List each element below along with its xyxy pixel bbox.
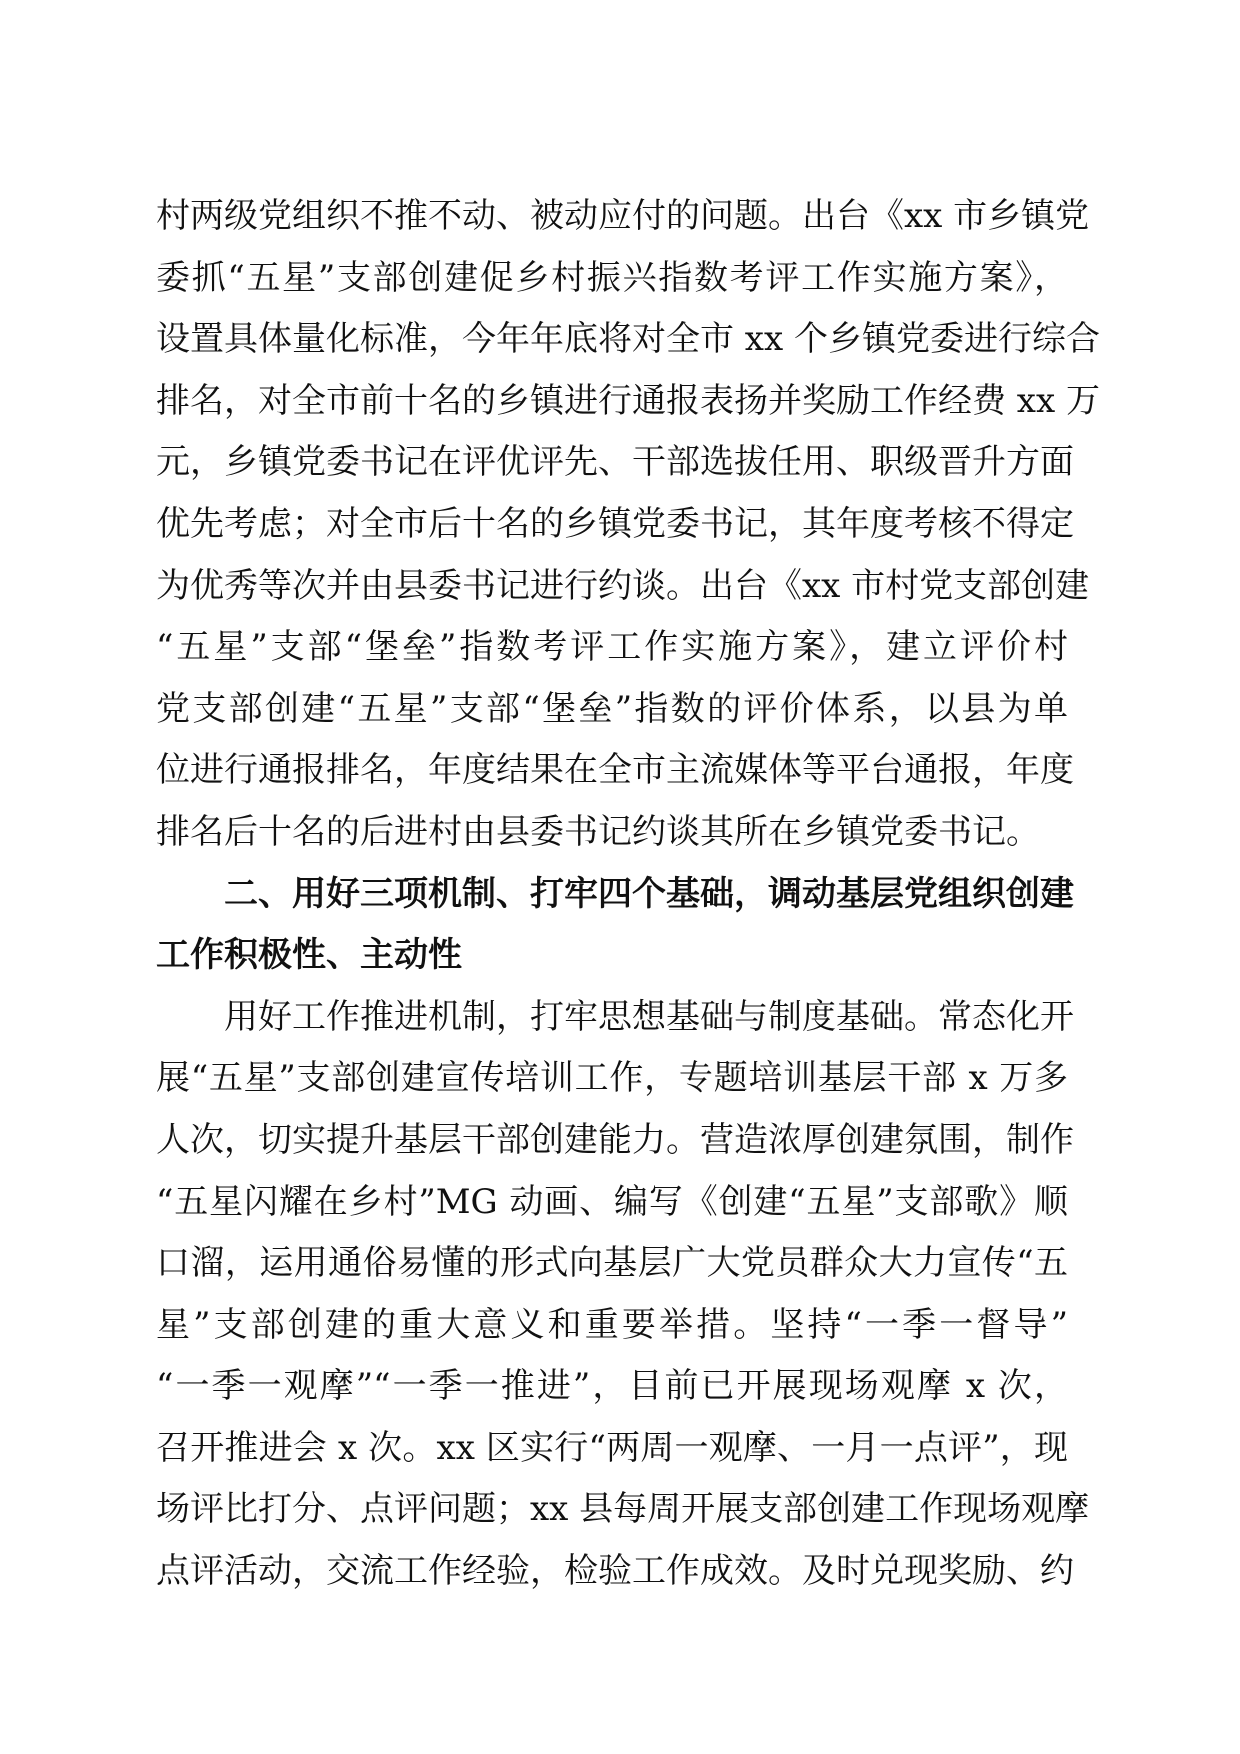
text-line: “五星闪耀在乡村”MG 动画、编写《创建“五星”支部歌》顺 [156, 1181, 1068, 1222]
text-line: 点评活动，交流工作经验，检验工作成效。及时兑现奖励、约 [156, 1551, 1074, 1592]
body-paragraph [156, 987, 1090, 1603]
section-heading [156, 864, 1074, 987]
text-line: 元，乡镇党委书记在评优评先、干部选拔任用、职级晋升方面 [156, 442, 1074, 483]
text-line: 星”支部创建的重大意义和重要举措。坚持“一季一督导” [156, 1304, 1068, 1345]
text-line: 召开推进会 x 次。xx 区实行“两周一观摩、一月一点评”，现 [156, 1427, 1068, 1468]
text-line: 用好工作推进机制，打牢思想基础与制度基础。常态化开 [224, 996, 1074, 1037]
text-line: “一季一观摩”“一季一推进”，目前已开展现场观摩 x 次， [156, 1366, 1068, 1407]
document-body [156, 186, 1100, 1603]
text-line: 党支部创建“五星”支部“堡垒”指数的评价体系，以县为单 [156, 688, 1068, 729]
text-line: 场评比打分、点评问题；xx 县每周开展支部创建工作现场观摩 [156, 1489, 1090, 1530]
text-line: 排名后十名的后进村由县委书记约谈其所在乡镇党委书记。 [156, 811, 1040, 852]
text-line: 位进行通报排名，年度结果在全市主流媒体等平台通报，年度 [156, 750, 1074, 791]
text-line: 展“五星”支部创建宣传培训工作，专题培训基层干部 x 万多 [156, 1058, 1068, 1099]
heading-line: 工作积极性、主动性 [156, 935, 462, 976]
text-line: 村两级党组织不推不动、被动应付的问题。出台《xx 市乡镇党 [156, 196, 1090, 236]
body-paragraph [156, 186, 1100, 864]
text-line: 人次，切实提升基层干部创建能力。营造浓厚创建氛围，制作 [156, 1119, 1074, 1160]
text-line: 为优秀等次并由县委书记进行约谈。出台《xx 市村党支部创建 [156, 565, 1090, 606]
text-line: 设置具体量化标准，今年年底将对全市 xx 个乡镇党委进行综合 [156, 319, 1100, 360]
text-line: 排名，对全市前十名的乡镇进行通报表扬并奖励工作经费 xx 万 [156, 380, 1100, 421]
text-line: 口溜，运用通俗易懂的形式向基层广大党员群众大力宣传“五 [156, 1243, 1068, 1284]
text-line: 优先考虑；对全市后十名的乡镇党委书记，其年度考核不得定 [156, 503, 1074, 544]
heading-line: 二、用好三项机制、打牢四个基础，调动基层党组织创建 [224, 873, 1074, 914]
text-line: “五星”支部“堡垒”指数考评工作实施方案》，建立评价村 [156, 627, 1068, 668]
text-line: 委抓“五星”支部创建促乡村振兴指数考评工作实施方案》， [156, 257, 1068, 298]
